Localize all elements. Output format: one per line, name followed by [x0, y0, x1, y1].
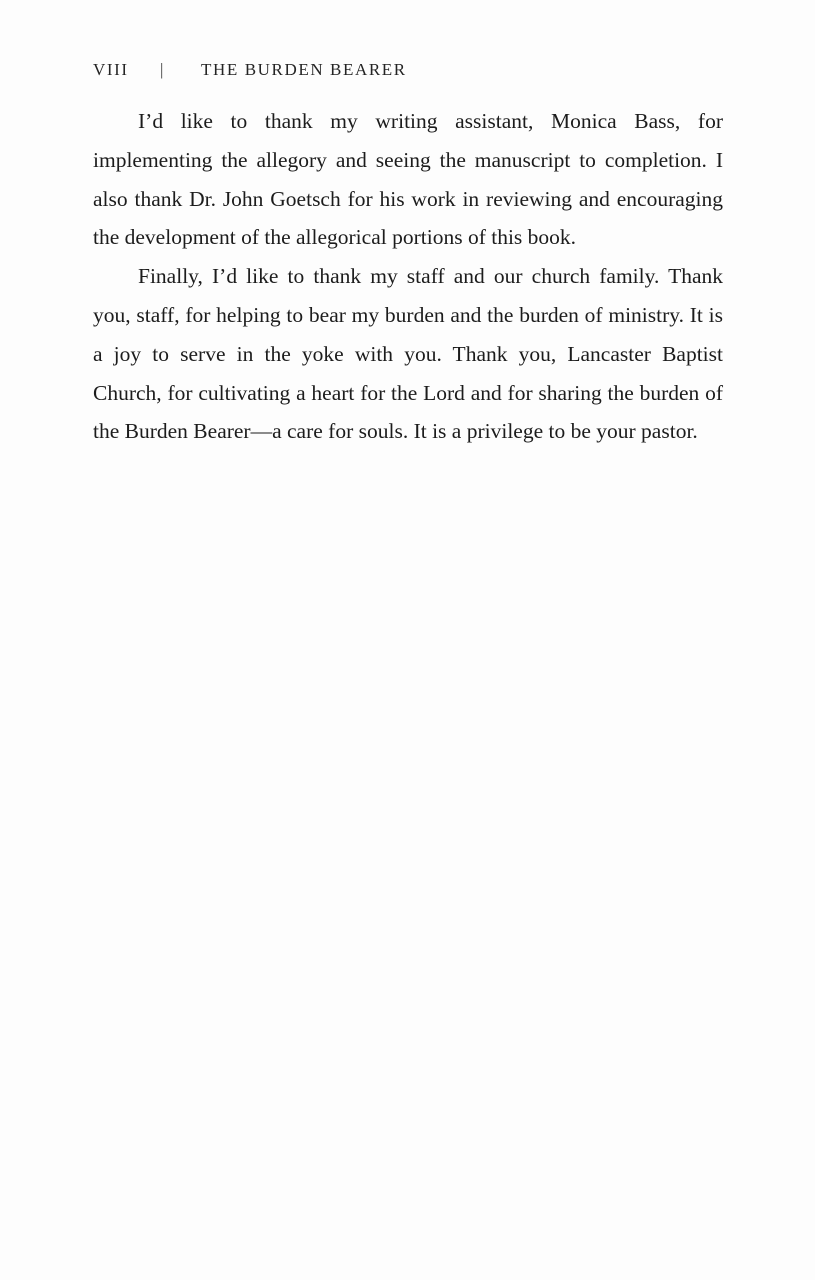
page-body — [93, 102, 723, 451]
acknowledgments-paragraph-2: Finally, I’d like to thank my staff and our church family. Thank you, staff, for helping to bear my burden and the burden of ministry. It is a joy to serve in the yoke with you. Thank you, Lancaster Baptist Church, for cultivating a heart for the Lord and for sharing the burden of the Burden Bearer—a care for souls. It is a privilege to be your pastor. — [93, 264, 723, 444]
running-header — [93, 60, 723, 80]
acknowledgments-paragraph-1: I’d like to thank my writing assistant, Monica Bass, for implementing the allegory and seeing the manuscript to completion. I also thank Dr. John Goetsch for his work in reviewing and encouraging the development of the allegorical portions of this book. — [93, 109, 723, 250]
running-title: THE BURDEN BEARER — [201, 60, 407, 79]
header-separator: | — [160, 60, 166, 79]
page-number: VIII — [93, 60, 129, 79]
